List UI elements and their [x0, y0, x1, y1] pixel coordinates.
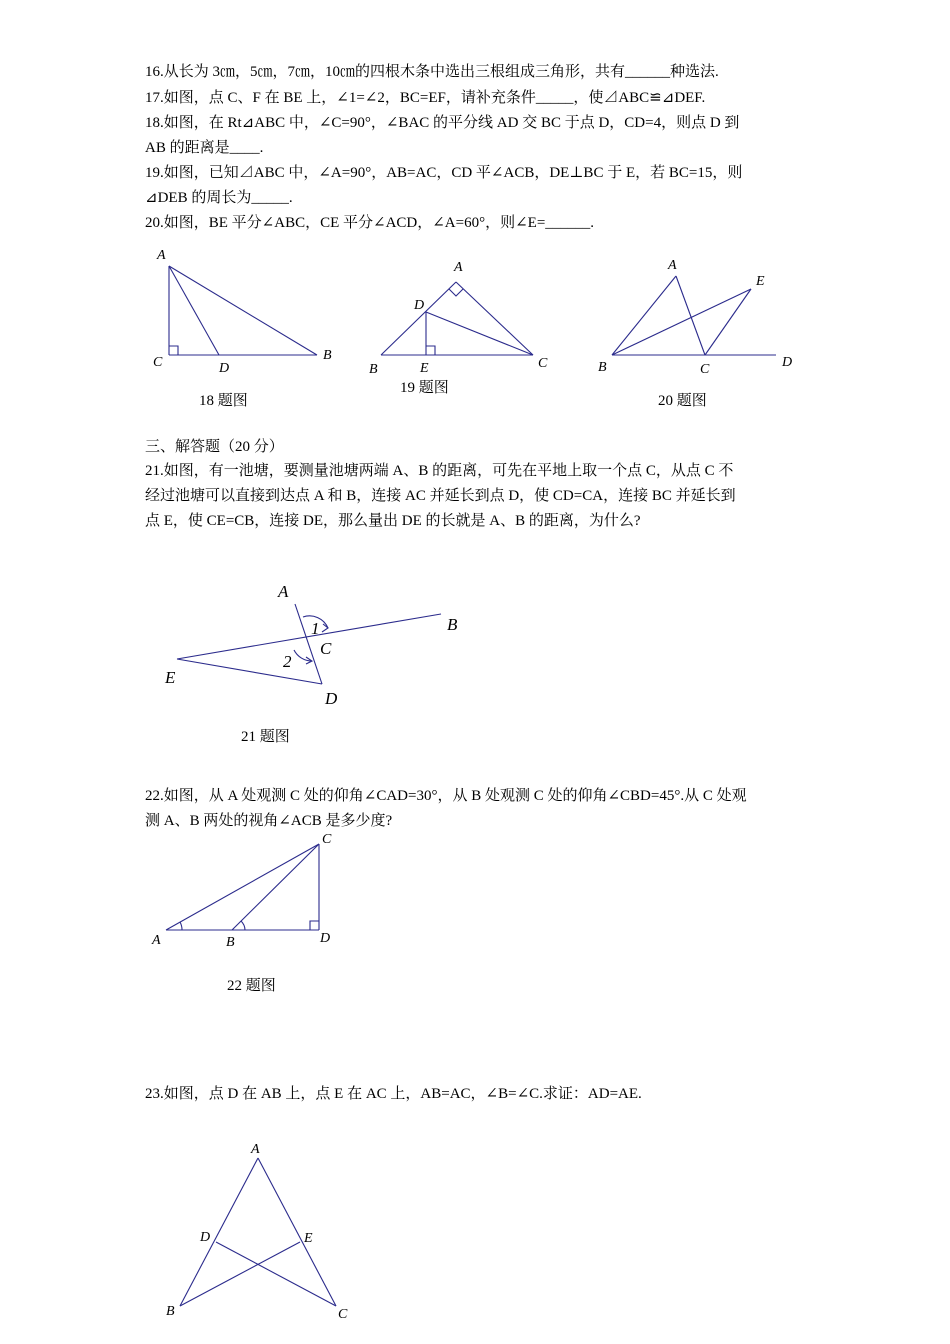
- fig20-label-b: B: [598, 360, 607, 375]
- caption-fig22: 22 题图: [227, 978, 276, 994]
- fig21-label-b: B: [447, 615, 458, 634]
- fig23-label-e: E: [304, 1231, 313, 1246]
- fig18-label-d: D: [219, 361, 230, 376]
- fig21-angle-2: 2: [283, 652, 292, 671]
- question-17: 17.如图，点 C、F 在 BE 上，∠1=∠2，BC=EF，请补充条件_____，使⊿ABC≌⊿DEF.: [145, 90, 706, 106]
- fig22-label-c: C: [322, 832, 332, 847]
- fig18-label-a: A: [157, 248, 166, 263]
- question-18-line1: 18.如图，在 Rt⊿ABC 中，∠C=90°，∠BAC 的平分线 AD 交 BC 于点 D，CD=4，则点 D 到: [145, 115, 740, 131]
- question-23: 23.如图，点 D 在 AB 上，点 E 在 AC 上，AB=AC，∠B=∠C.求证：AD=AE.: [145, 1086, 642, 1102]
- question-19-line2: ⊿DEB 的周长为_____.: [145, 190, 293, 206]
- fig23-label-a: A: [251, 1142, 260, 1157]
- question-22-line2: 测 A、B 两处的视角∠ACB 是多少度?: [145, 813, 393, 829]
- caption-fig18: 18 题图: [199, 393, 248, 409]
- question-21-line2: 经过池塘可以直接到达点 A 和 B，连接 AC 并延长到点 D，使 CD=CA，连接 BC 并延长到: [145, 488, 736, 504]
- fig21-label-e: E: [165, 668, 176, 687]
- fig22-label-b: B: [226, 935, 235, 950]
- caption-fig20: 20 题图: [658, 393, 707, 409]
- question-21-line1: 21.如图，有一池塘，要测量池塘两端 A、B 的距离，可先在平地上取一个点 C，从点 C 不: [145, 463, 734, 479]
- fig21-label-d: D: [325, 689, 338, 708]
- fig18-label-c: C: [153, 355, 163, 370]
- question-20: 20.如图，BE 平分∠ABC，CE 平分∠ACD，∠A=60°，则∠E=______.: [145, 215, 595, 231]
- section-title: 三、解答题（20 分）: [145, 439, 284, 455]
- fig21-angle-1: 1: [311, 619, 320, 638]
- fig20-label-e: E: [756, 274, 765, 289]
- fig22-label-d: D: [320, 931, 331, 946]
- fig23-label-b: B: [166, 1304, 175, 1319]
- fig21-label-c: C: [320, 639, 332, 658]
- fig18-label-b: B: [323, 348, 332, 363]
- question-19-line1: 19.如图，已知⊿ABC 中，∠A=90°，AB=AC，CD 平∠ACB，DE⊥BC 于 E，若 BC=15，则: [145, 165, 743, 181]
- question-22-line1: 22.如图，从 A 处观测 C 处的仰角∠CAD=30°，从 B 处观测 C 处的仰角∠CBD=45°.从 C 处观: [145, 788, 747, 804]
- fig23-label-d: D: [200, 1230, 211, 1245]
- question-21-line3: 点 E，使 CE=CB，连接 DE，那么量出 DE 的长就是 A、B 的距离，为什么?: [145, 513, 641, 529]
- fig19-label-b: B: [369, 362, 378, 377]
- caption-fig21: 21 题图: [241, 729, 290, 745]
- fig19-label-d: D: [414, 298, 425, 313]
- question-18-line2: AB 的距离是____.: [145, 140, 264, 156]
- fig20-label-a: A: [668, 258, 677, 273]
- fig20-label-d: D: [782, 355, 793, 370]
- fig19-label-c: C: [538, 356, 548, 371]
- fig21-label-a: A: [278, 582, 289, 601]
- fig19-label-a: A: [454, 260, 463, 275]
- caption-fig19: 19 题图: [400, 380, 449, 396]
- fig19-label-e: E: [420, 361, 429, 376]
- fig22-label-a: A: [152, 933, 161, 948]
- question-16: 16.从长为 3㎝，5㎝，7㎝，10㎝的四根木条中选出三根组成三角形，共有______种选法.: [145, 64, 719, 80]
- fig20-label-c: C: [700, 362, 710, 377]
- fig23-label-c: C: [338, 1307, 348, 1322]
